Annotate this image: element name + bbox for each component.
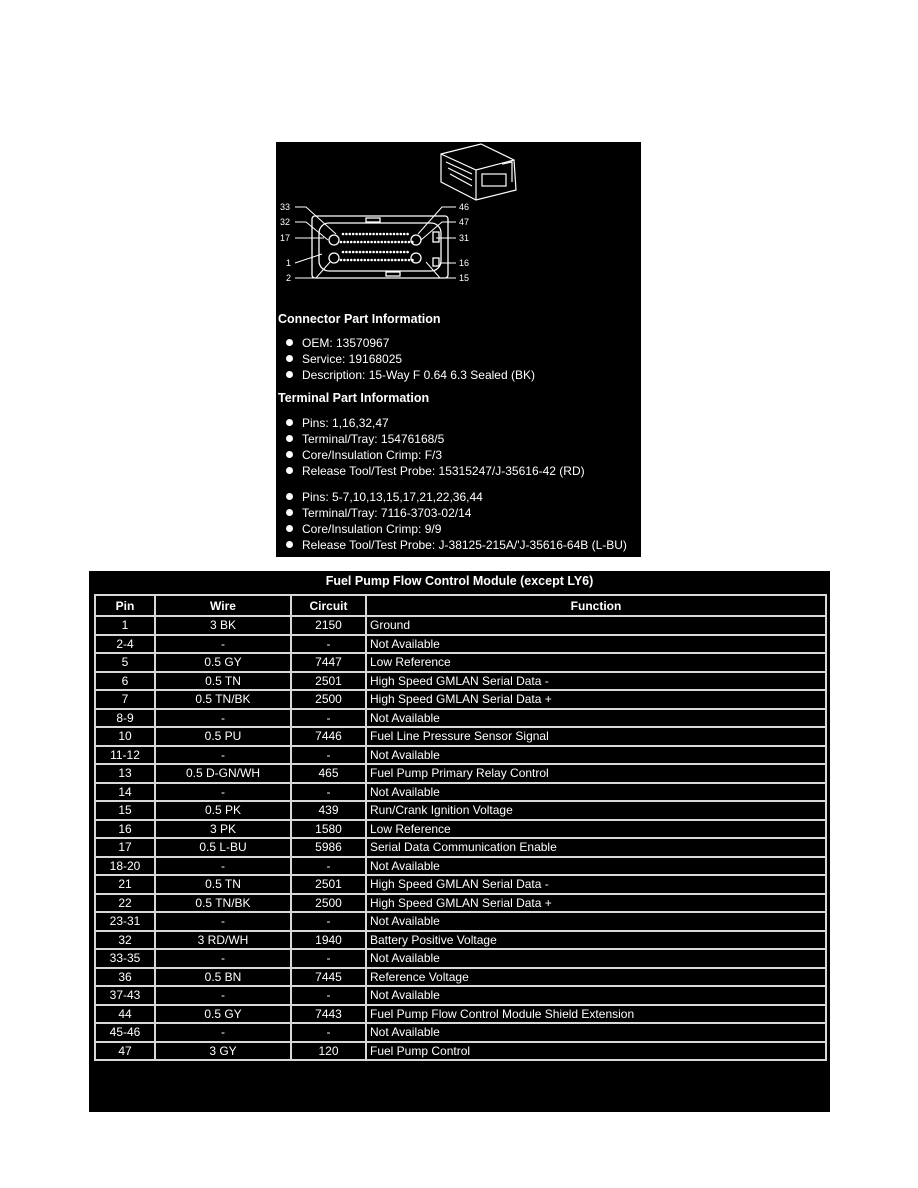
connector-pin-dots — [340, 233, 414, 262]
header-wire: Wire — [155, 595, 291, 616]
bullet-icon — [286, 419, 293, 426]
terminal-part-list-1 — [286, 415, 585, 479]
cell-wire: - — [155, 635, 291, 654]
cell-circuit: 2500 — [291, 894, 366, 913]
table-row — [95, 838, 826, 857]
header-function: Function — [366, 595, 826, 616]
table-row — [95, 783, 826, 802]
pin-label-15: 15 — [459, 273, 470, 283]
list-item: Pins: 5-7,10,13,15,17,21,22,36,44 — [286, 489, 627, 505]
table-row — [95, 820, 826, 839]
bullet-icon — [286, 525, 293, 532]
cell-wire: - — [155, 986, 291, 1005]
cell-pin: 7 — [95, 690, 155, 709]
list-item: Service: 19168025 — [286, 351, 535, 367]
pin-label-1: 1 — [286, 258, 292, 268]
cell-wire: 3 GY — [155, 1042, 291, 1061]
cell-circuit: - — [291, 783, 366, 802]
table-row — [95, 894, 826, 913]
cell-circuit: - — [291, 1023, 366, 1042]
cell-circuit: 1580 — [291, 820, 366, 839]
pin-label-32: 32 — [280, 217, 291, 227]
cell-function: Not Available — [366, 949, 826, 968]
cell-wire: - — [155, 709, 291, 728]
cell-wire: - — [155, 783, 291, 802]
cell-pin: 22 — [95, 894, 155, 913]
cell-wire: 0.5 GY — [155, 1005, 291, 1024]
bullet-icon — [286, 467, 293, 474]
cell-wire: 0.5 TN/BK — [155, 690, 291, 709]
cell-circuit: 7446 — [291, 727, 366, 746]
cell-pin: 2-4 — [95, 635, 155, 654]
bullet-icon — [286, 541, 293, 548]
pin-label-46: 46 — [459, 202, 470, 212]
cell-pin: 18-20 — [95, 857, 155, 876]
list-item: Terminal/Tray: 15476168/5 — [286, 431, 585, 447]
cell-pin: 44 — [95, 1005, 155, 1024]
cell-wire: 0.5 D-GN/WH — [155, 764, 291, 783]
cell-wire: 0.5 PK — [155, 801, 291, 820]
cell-circuit: - — [291, 635, 366, 654]
bullet-icon — [286, 435, 293, 442]
cell-pin: 33-35 — [95, 949, 155, 968]
cell-wire: - — [155, 857, 291, 876]
cell-wire: - — [155, 1023, 291, 1042]
table-row — [95, 653, 826, 672]
cell-circuit: - — [291, 949, 366, 968]
cell-function: Low Reference — [366, 653, 826, 672]
cell-wire: - — [155, 949, 291, 968]
table-body — [95, 616, 826, 1060]
list-item: Description: 15-Way F 0.64 6.3 Sealed (BK) — [286, 367, 535, 383]
cell-pin: 23-31 — [95, 912, 155, 931]
table-row — [95, 986, 826, 1005]
connector-part-info-heading: Connector Part Information — [278, 312, 441, 326]
header-circuit: Circuit — [291, 595, 366, 616]
cell-function: High Speed GMLAN Serial Data - — [366, 875, 826, 894]
table-row — [95, 968, 826, 987]
cell-circuit: 7447 — [291, 653, 366, 672]
cell-function: Reference Voltage — [366, 968, 826, 987]
table-row — [95, 764, 826, 783]
cell-pin: 32 — [95, 931, 155, 950]
pin-label-31: 31 — [459, 233, 470, 243]
table-row — [95, 690, 826, 709]
cell-wire: 3 PK — [155, 820, 291, 839]
cell-pin: 16 — [95, 820, 155, 839]
cell-function: High Speed GMLAN Serial Data + — [366, 690, 826, 709]
list-item: Core/Insulation Crimp: 9/9 — [286, 521, 627, 537]
cell-function: Fuel Pump Primary Relay Control — [366, 764, 826, 783]
cell-circuit: 2501 — [291, 672, 366, 691]
cell-circuit: 7445 — [291, 968, 366, 987]
cell-pin: 36 — [95, 968, 155, 987]
cell-circuit: 1940 — [291, 931, 366, 950]
cell-circuit: - — [291, 709, 366, 728]
cell-function: Not Available — [366, 986, 826, 1005]
cell-circuit: 120 — [291, 1042, 366, 1061]
connector-part-list — [286, 335, 535, 383]
cell-pin: 10 — [95, 727, 155, 746]
cell-pin: 8-9 — [95, 709, 155, 728]
cell-function: Not Available — [366, 1023, 826, 1042]
cell-wire: 0.5 BN — [155, 968, 291, 987]
list-item: OEM: 13570967 — [286, 335, 535, 351]
table-row — [95, 746, 826, 765]
list-item: Release Tool/Test Probe: 15315247/J-35616-42 (RD) — [286, 463, 585, 479]
connector-face — [312, 216, 448, 278]
pinout-table — [94, 594, 827, 1061]
cell-wire: - — [155, 746, 291, 765]
cell-function: Not Available — [366, 857, 826, 876]
table-row — [95, 727, 826, 746]
cell-wire: 3 BK — [155, 616, 291, 635]
list-item: Release Tool/Test Probe: J-38125-215A/'J-35616-64B (L-BU) — [286, 537, 627, 553]
cell-circuit: 2150 — [291, 616, 366, 635]
cell-circuit: - — [291, 857, 366, 876]
header-pin: Pin — [95, 595, 155, 616]
cell-pin: 5 — [95, 653, 155, 672]
terminal-part-list-2 — [286, 489, 627, 553]
cell-pin: 21 — [95, 875, 155, 894]
table-row — [95, 616, 826, 635]
table-row — [95, 672, 826, 691]
table-row — [95, 801, 826, 820]
cell-pin: 11-12 — [95, 746, 155, 765]
pin-label-16: 16 — [459, 258, 470, 268]
cell-wire: 0.5 TN — [155, 875, 291, 894]
cell-function: High Speed GMLAN Serial Data + — [366, 894, 826, 913]
table-row — [95, 635, 826, 654]
table-row — [95, 931, 826, 950]
table-row — [95, 709, 826, 728]
cell-pin: 37-43 — [95, 986, 155, 1005]
cell-wire: 3 RD/WH — [155, 931, 291, 950]
list-item: Core/Insulation Crimp: F/3 — [286, 447, 585, 463]
terminal-part-info-heading: Terminal Part Information — [278, 391, 430, 405]
pin-label-2: 2 — [286, 273, 292, 283]
table-row — [95, 1023, 826, 1042]
table-row — [95, 1042, 826, 1061]
cell-circuit: - — [291, 912, 366, 931]
cell-circuit: - — [291, 986, 366, 1005]
cell-pin: 45-46 — [95, 1023, 155, 1042]
cell-function: Fuel Pump Flow Control Module Shield Extension — [366, 1005, 826, 1024]
connector-diagram — [276, 142, 641, 292]
cell-wire: 0.5 TN — [155, 672, 291, 691]
cell-circuit: - — [291, 746, 366, 765]
table-row — [95, 1005, 826, 1024]
cell-circuit: 439 — [291, 801, 366, 820]
pin-label-33: 33 — [280, 202, 291, 212]
list-item: Pins: 1,16,32,47 — [286, 415, 585, 431]
cell-function: Ground — [366, 616, 826, 635]
connector-info-card — [276, 142, 641, 557]
table-header-row — [95, 595, 826, 616]
cell-pin: 15 — [95, 801, 155, 820]
cell-circuit: 2500 — [291, 690, 366, 709]
list-item: Terminal/Tray: 7116-3703-02/14 — [286, 505, 627, 521]
connector-3d-icon — [441, 144, 516, 200]
cell-function: Fuel Line Pressure Sensor Signal — [366, 727, 826, 746]
cell-pin: 1 — [95, 616, 155, 635]
cell-wire: 0.5 L-BU — [155, 838, 291, 857]
pinout-table-panel — [89, 571, 830, 1112]
cell-function: Run/Crank Ignition Voltage — [366, 801, 826, 820]
cell-pin: 47 — [95, 1042, 155, 1061]
cell-wire: 0.5 GY — [155, 653, 291, 672]
table-row — [95, 949, 826, 968]
bullet-icon — [286, 509, 293, 516]
bullet-icon — [286, 371, 293, 378]
cell-circuit: 465 — [291, 764, 366, 783]
cell-pin: 17 — [95, 838, 155, 857]
cell-wire: - — [155, 912, 291, 931]
cell-function: Not Available — [366, 709, 826, 728]
bullet-icon — [286, 493, 293, 500]
table-row — [95, 875, 826, 894]
cell-wire: 0.5 PU — [155, 727, 291, 746]
pin-label-47: 47 — [459, 217, 470, 227]
table-row — [95, 857, 826, 876]
cell-function: Serial Data Communication Enable — [366, 838, 826, 857]
cell-function: Not Available — [366, 783, 826, 802]
cell-function: High Speed GMLAN Serial Data - — [366, 672, 826, 691]
cell-function: Not Available — [366, 912, 826, 931]
cell-pin: 14 — [95, 783, 155, 802]
cell-function: Battery Positive Voltage — [366, 931, 826, 950]
cell-wire: 0.5 TN/BK — [155, 894, 291, 913]
cell-function: Fuel Pump Control — [366, 1042, 826, 1061]
pin-label-17: 17 — [280, 233, 291, 243]
cell-circuit: 2501 — [291, 875, 366, 894]
table-title: Fuel Pump Flow Control Module (except LY6) — [325, 574, 594, 588]
bullet-icon — [286, 355, 293, 362]
cell-pin: 6 — [95, 672, 155, 691]
cell-function: Not Available — [366, 635, 826, 654]
cell-pin: 13 — [95, 764, 155, 783]
cell-circuit: 5986 — [291, 838, 366, 857]
bullet-icon — [286, 451, 293, 458]
cell-function: Not Available — [366, 746, 826, 765]
table-row — [95, 912, 826, 931]
cell-circuit: 7443 — [291, 1005, 366, 1024]
bullet-icon — [286, 339, 293, 346]
cell-function: Low Reference — [366, 820, 826, 839]
